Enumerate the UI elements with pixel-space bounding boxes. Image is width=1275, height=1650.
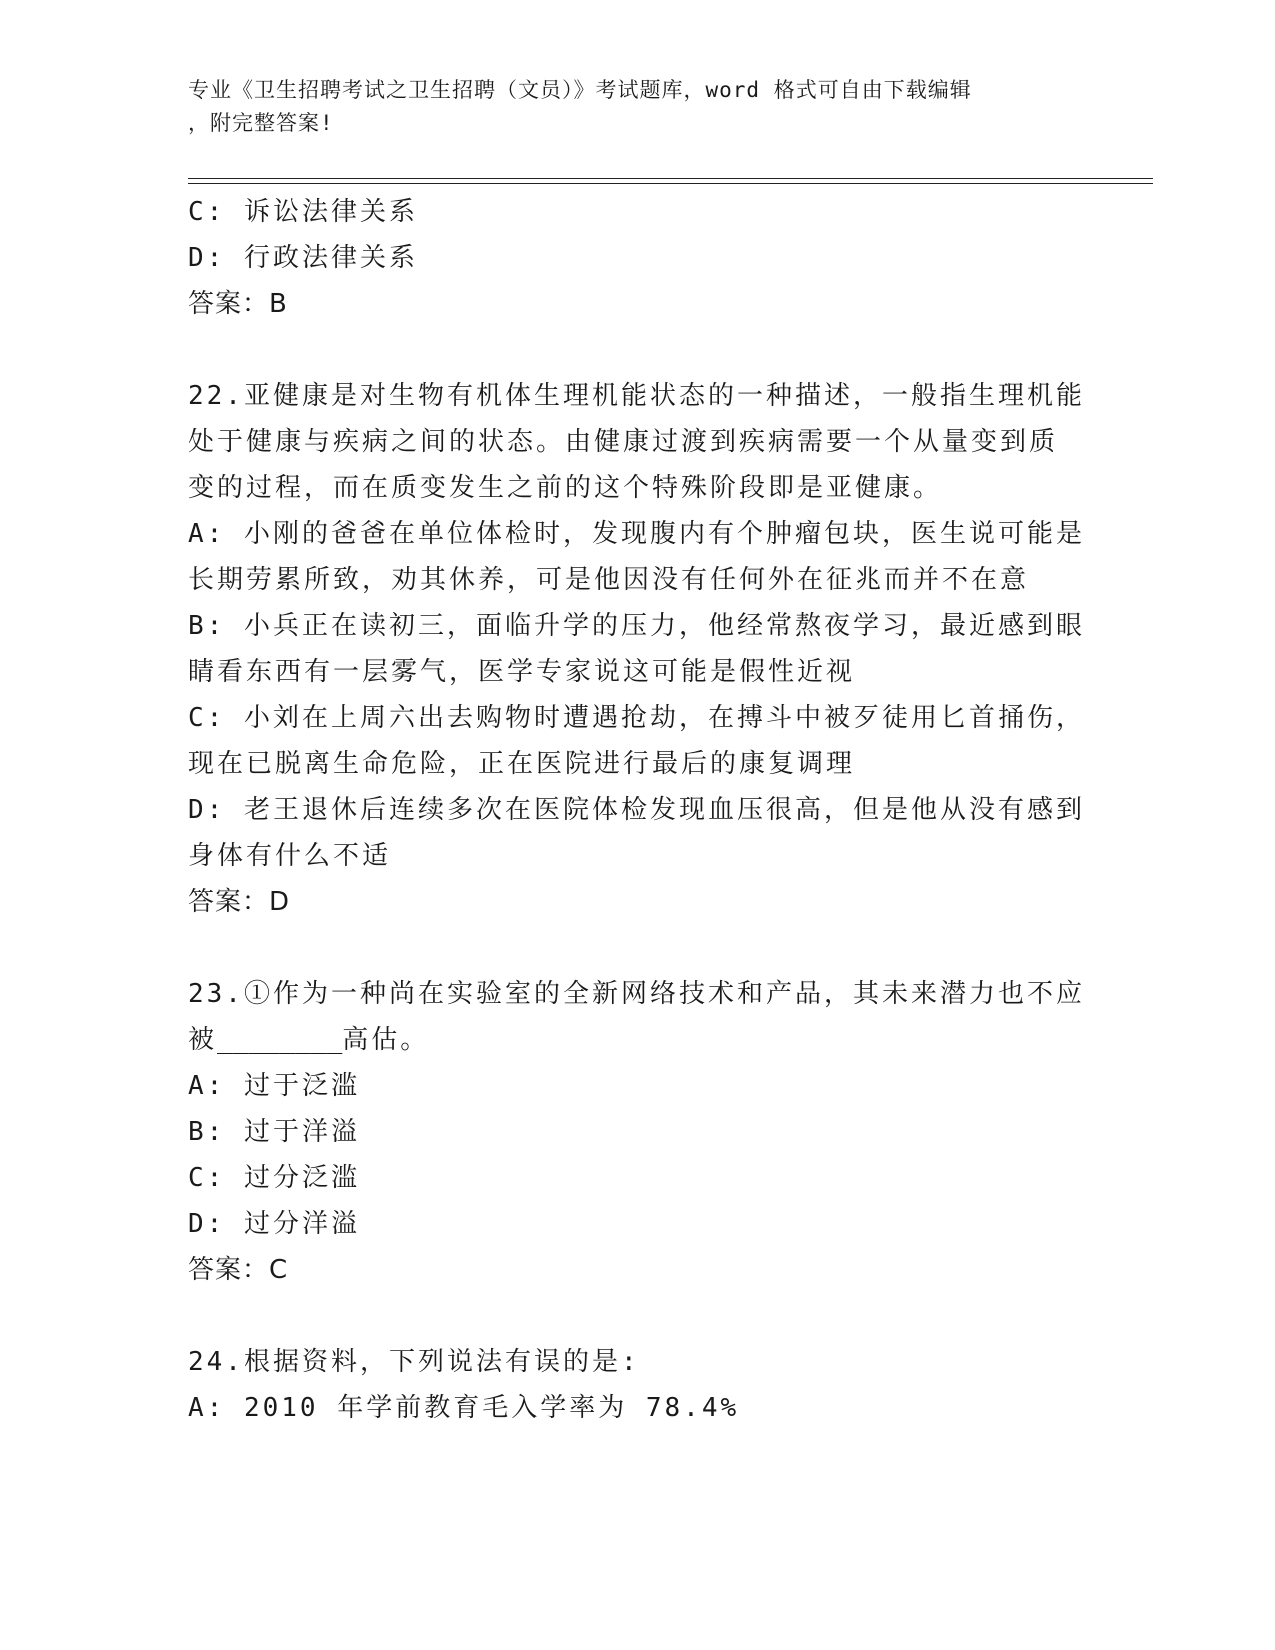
option-a: A: 小刚的爸爸在单位体检时，发现腹内有个肿瘤包块，医生说可能是 — [188, 519, 1085, 549]
question-stem-line: 处于健康与疾病之间的状态。由健康过渡到疾病需要一个从量变到质 — [188, 427, 1059, 457]
option-b: B: 过于洋溢 — [188, 1117, 360, 1147]
stem-suffix: 高估。 — [342, 1025, 430, 1055]
option-c: C: 小刘在上周六出去购物时遭遇抢劫，在搏斗中被歹徒用匕首捅伤， — [188, 703, 1085, 733]
question-22 — [188, 373, 1088, 925]
option-c-continued: 现在已脱离生命危险，正在医院进行最后的康复调理 — [188, 749, 856, 779]
option-a: A: 过于泛滥 — [188, 1071, 360, 1101]
question-stem-line: 22.亚健康是对生物有机体生理机能状态的一种描述，一般指生理机能 — [188, 381, 1085, 411]
spacer — [188, 1293, 1088, 1339]
fill-in-blank: ________ — [217, 1025, 343, 1055]
option-d-continued: 身体有什么不适 — [188, 841, 392, 871]
option-b-continued: 睛看东西有一层雾气，医学专家说这可能是假性近视 — [188, 657, 856, 687]
option-d: D: 过分洋溢 — [188, 1209, 360, 1239]
option-b: B: 小兵正在读初三，面临升学的压力，他经常熬夜学习，最近感到眼 — [188, 611, 1085, 641]
option-d: D: 老王退休后连续多次在医院体检发现血压很高，但是他从没有感到 — [188, 795, 1085, 825]
spacer — [188, 925, 1088, 971]
answer-line: 答案：B — [188, 289, 288, 319]
question-23 — [188, 971, 1088, 1293]
question-stem-line — [188, 1017, 1088, 1063]
answer-line: 答案：D — [188, 887, 291, 917]
question-stem-line: 24.根据资料，下列说法有误的是: — [188, 1347, 640, 1377]
option-c: C: 诉讼法律关系 — [188, 197, 418, 227]
header-divider-top — [188, 178, 1153, 179]
question-24 — [188, 1339, 1088, 1431]
header-divider-bottom — [188, 183, 1153, 184]
question-stem-line: 23.①作为一种尚在实验室的全新网络技术和产品，其未来潜力也不应 — [188, 979, 1085, 1009]
option-d: D: 行政法律关系 — [188, 243, 418, 273]
answer-line: 答案：C — [188, 1255, 289, 1285]
document-header — [188, 74, 1088, 140]
option-c: C: 过分泛滥 — [188, 1163, 360, 1193]
header-title-line-2: ，附完整答案! — [188, 111, 334, 135]
spacer — [188, 327, 1088, 373]
option-a-continued: 长期劳累所致，劝其休养，可是他因没有任何外在征兆而并不在意 — [188, 565, 1030, 595]
question-list — [188, 189, 1088, 1431]
question-stem-line: 变的过程，而在质变发生之前的这个特殊阶段即是亚健康。 — [188, 473, 943, 503]
question-21 — [188, 189, 1088, 327]
option-a: A: 2010 年学前教育毛入学率为 78.4% — [188, 1393, 740, 1423]
header-title-line-1: 专业《卫生招聘考试之卫生招聘（文员）》考试题库，word 格式可自由下载编辑 — [188, 78, 972, 102]
stem-prefix: 被 — [188, 1025, 218, 1055]
